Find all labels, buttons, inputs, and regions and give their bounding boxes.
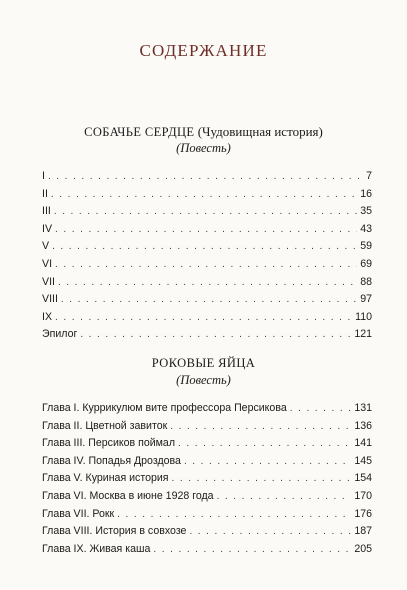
dot-leader — [217, 488, 352, 506]
work-title — [0, 124, 407, 140]
work-genre: (Повесть) — [176, 141, 231, 155]
toc-entry-page: 136 — [354, 419, 372, 432]
toc-entry-label: VIII — [42, 293, 58, 306]
dot-leader — [61, 291, 357, 309]
dot-leader — [172, 470, 352, 488]
toc-entry — [42, 168, 372, 186]
toc-entry-label: II — [42, 187, 48, 200]
toc-entry — [42, 488, 372, 506]
toc-entry-page: 110 — [355, 310, 372, 323]
toc-entry-label: Глава VII. Рокк — [42, 507, 115, 520]
toc-entry-page: 88 — [360, 275, 372, 288]
work-genre: (Повесть) — [176, 373, 231, 387]
toc-entry — [42, 309, 372, 327]
toc-entry — [42, 541, 372, 559]
toc-entry-page: 69 — [360, 257, 372, 270]
page-heading: СОДЕРЖАНИЕ — [139, 41, 268, 60]
toc-entry-page: 205 — [354, 542, 372, 555]
toc-entry — [42, 203, 372, 221]
toc-entry-label: Эпилог — [42, 328, 78, 341]
toc-entry-label: Глава IX. Живая каша — [42, 542, 151, 555]
toc-entry-page: 97 — [360, 293, 372, 306]
toc-entry — [42, 238, 372, 256]
work-title-subtitle: (Чудовищная история) — [197, 124, 323, 139]
toc-entry-page: 170 — [354, 489, 372, 502]
toc-entry-page: 59 — [360, 240, 372, 253]
toc-entry-label: VII — [42, 275, 55, 288]
toc-entry-page: 154 — [354, 472, 372, 485]
toc-entry — [42, 453, 372, 471]
toc-entry-page: 121 — [354, 328, 372, 341]
toc-entry — [42, 186, 372, 204]
toc-entry-label: IX — [42, 310, 53, 323]
toc-entry-page: 43 — [360, 222, 372, 235]
toc-entry — [42, 291, 372, 309]
toc-entry-label: I — [42, 170, 45, 182]
toc-entry — [42, 523, 372, 541]
dot-leader — [51, 186, 357, 204]
dot-leader — [170, 418, 351, 436]
toc-entry — [42, 400, 372, 418]
toc-entry — [42, 470, 372, 488]
work-title-main: СОБАЧЬЕ СЕРДЦЕ — [84, 125, 195, 139]
toc-entry-label: V — [42, 240, 50, 253]
toc-list — [42, 168, 372, 344]
dot-leader — [54, 203, 357, 221]
dot-leader — [55, 221, 357, 239]
toc-entry — [42, 221, 372, 239]
dot-leader — [52, 238, 357, 256]
dot-leader — [178, 435, 351, 453]
toc-entry — [42, 326, 372, 344]
toc-entry — [42, 435, 372, 453]
work-title-main: РОКОВЫЕ ЯЙЦА — [151, 356, 256, 370]
toc-entry-page: 145 — [354, 454, 372, 467]
dot-leader — [189, 523, 351, 541]
dot-leader — [290, 400, 352, 418]
toc-entry-page: 131 — [354, 402, 372, 414]
dot-leader — [58, 274, 357, 292]
dot-leader — [48, 168, 359, 186]
toc-entry-page: 187 — [354, 525, 372, 538]
toc-list — [42, 400, 372, 558]
toc-entry-page: 35 — [360, 205, 372, 218]
toc-entry-page: 7 — [366, 170, 372, 182]
toc-entry-label: Глава VI. Москва в июне 1928 года — [42, 489, 214, 502]
dot-leader — [153, 541, 351, 559]
toc-entry-label: Глава IV. Попадья Дроздова — [42, 454, 181, 467]
dot-leader — [80, 326, 351, 344]
toc-entry — [42, 418, 372, 436]
work-title — [0, 355, 407, 371]
dot-leader — [117, 506, 351, 524]
dot-leader — [184, 453, 351, 471]
dot-leader — [55, 309, 352, 327]
toc-entry — [42, 256, 372, 274]
toc-entry-label: IV — [42, 222, 53, 235]
toc-entry-label: Глава V. Куриная история — [42, 472, 169, 485]
toc-entry — [42, 274, 372, 292]
dot-leader — [55, 256, 357, 274]
toc-entry-label: III — [42, 205, 51, 218]
toc-entry-label: Глава VIII. История в совхозе — [42, 525, 187, 538]
toc-entry-label: Глава I. Куррикулюм вите профессора Персикова — [42, 402, 287, 414]
toc-entry-label: VI — [42, 257, 53, 270]
toc-entry-label: Глава III. Персиков поймал — [42, 437, 176, 450]
toc-entry — [42, 506, 372, 524]
toc-entry-page: 141 — [354, 437, 372, 450]
toc-entry-page: 176 — [354, 507, 372, 520]
toc-entry-page: 16 — [360, 187, 372, 200]
toc-entry-label: Глава II. Цветной завиток — [42, 419, 168, 432]
